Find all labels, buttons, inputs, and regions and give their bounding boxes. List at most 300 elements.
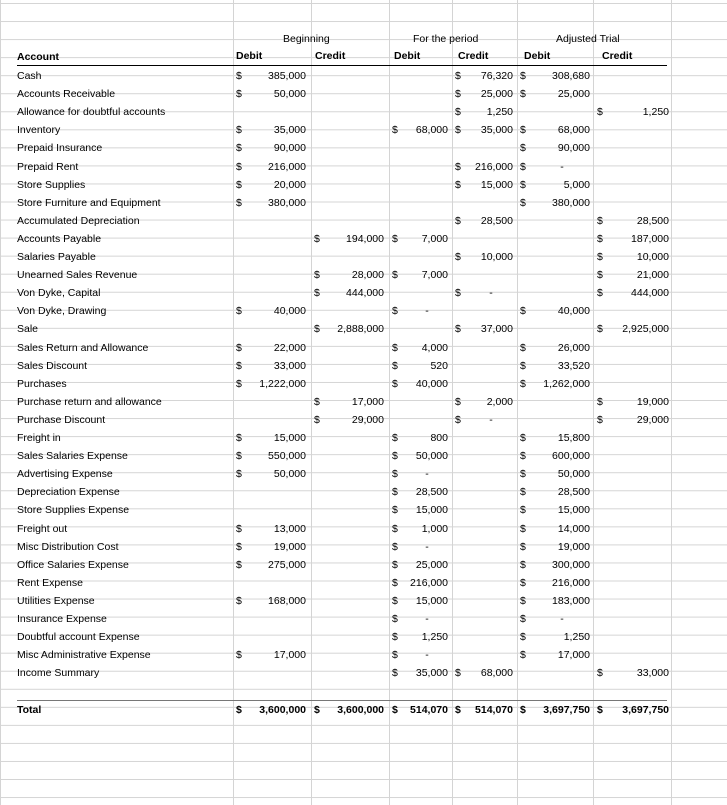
amount-value: 2,925,000: [622, 323, 669, 336]
cell-bd[interactable]: [236, 646, 306, 664]
table-row[interactable]: [0, 85, 727, 103]
cell-pc[interactable]: [455, 320, 513, 338]
cell-bd[interactable]: [236, 302, 306, 320]
cell-bd[interactable]: [236, 465, 306, 483]
cell-pd[interactable]: [392, 701, 448, 719]
currency-symbol: $: [520, 594, 526, 607]
cell-pc[interactable]: [455, 393, 513, 411]
amount-value: 380,000: [552, 196, 590, 209]
cell-bc[interactable]: [314, 393, 384, 411]
cell-pd[interactable]: [392, 339, 448, 357]
table-row[interactable]: [0, 465, 727, 483]
table-row[interactable]: [0, 212, 727, 230]
currency-symbol: $: [392, 269, 398, 282]
currency-symbol: $: [236, 468, 242, 481]
currency-symbol: $: [520, 359, 526, 372]
amount-value: -: [489, 413, 493, 426]
table-row[interactable]: [0, 103, 727, 121]
cell-bd[interactable]: [236, 158, 306, 176]
table-row[interactable]: [0, 194, 727, 212]
amount-value: 22,000: [273, 341, 306, 354]
cell-bd[interactable]: [236, 139, 306, 157]
table-row[interactable]: [0, 538, 727, 556]
cell-pd[interactable]: [392, 556, 448, 574]
amount-value: 514,070: [475, 704, 513, 716]
amount-value: 33,000: [273, 359, 306, 372]
cell-ad[interactable]: [520, 194, 590, 212]
table-row[interactable]: [0, 158, 727, 176]
currency-symbol: $: [455, 323, 461, 336]
cell-pd[interactable]: [392, 592, 448, 610]
cell-ad[interactable]: [520, 574, 590, 592]
account-name: Store Supplies Expense: [17, 504, 130, 517]
amount-value: 308,680: [552, 70, 590, 82]
account-name: Accounts Receivable: [17, 88, 116, 101]
amount-value: 444,000: [346, 287, 384, 300]
cell-ac[interactable]: [597, 664, 669, 682]
amount-value: 28,500: [557, 486, 590, 499]
cell-pd[interactable]: [392, 447, 448, 465]
account-name: Rent Expense: [17, 576, 83, 589]
currency-symbol: $: [392, 124, 398, 137]
header-period-debit: Debit: [394, 50, 421, 62]
cell-pd[interactable]: [392, 483, 448, 501]
cell-bc[interactable]: [314, 266, 384, 284]
amount-value: 50,000: [273, 88, 306, 101]
amount-value: 28,500: [415, 486, 448, 499]
account-name: Accumulated Depreciation: [17, 214, 140, 227]
cell-bc[interactable]: [314, 701, 384, 719]
cell-pd[interactable]: [392, 646, 448, 664]
currency-symbol: $: [520, 504, 526, 517]
table-row[interactable]: [0, 520, 727, 538]
cell-pd[interactable]: [392, 357, 448, 375]
cell-pd[interactable]: [392, 121, 448, 139]
currency-symbol: $: [392, 468, 398, 481]
currency-symbol: $: [392, 613, 398, 625]
account-name: Utilities Expense: [17, 594, 95, 607]
currency-symbol: $: [597, 704, 603, 716]
cell-pc[interactable]: [455, 284, 513, 302]
account-name: Store Supplies: [17, 178, 86, 191]
currency-symbol: $: [455, 667, 461, 680]
currency-symbol: $: [455, 124, 461, 137]
amount-value: 1,222,000: [259, 377, 306, 390]
amount-value: 600,000: [552, 450, 590, 463]
cell-ac[interactable]: [597, 212, 669, 230]
currency-symbol: $: [520, 468, 526, 481]
amount-value: 168,000: [268, 594, 306, 607]
cell-ad[interactable]: [520, 176, 590, 194]
account-name: Accounts Payable: [17, 232, 102, 245]
account-name: Purchases: [17, 377, 67, 390]
cell-ac[interactable]: [597, 284, 669, 302]
cell-pd[interactable]: [392, 628, 448, 646]
amount-value: 50,000: [415, 450, 448, 463]
amount-value: 194,000: [346, 232, 384, 245]
cell-ac[interactable]: [597, 248, 669, 266]
table-row[interactable]: [0, 646, 727, 664]
account-name: Misc Distribution Cost: [17, 540, 119, 553]
table-row[interactable]: [0, 302, 727, 320]
amount-value: -: [425, 649, 429, 662]
cell-bd[interactable]: [236, 701, 306, 719]
cell-ad[interactable]: [520, 538, 590, 556]
cell-pd[interactable]: [392, 375, 448, 393]
account-name: Office Salaries Expense: [17, 558, 129, 571]
cell-ad[interactable]: [520, 302, 590, 320]
account-name: Salaries Payable: [17, 251, 96, 263]
currency-symbol: $: [314, 323, 320, 336]
table-row[interactable]: [0, 176, 727, 194]
amount-value: 7,000: [421, 269, 448, 282]
cell-pd[interactable]: [392, 230, 448, 248]
account-name: Insurance Expense: [17, 613, 107, 625]
header-beginning-debit: Debit: [236, 50, 263, 62]
cell-pd[interactable]: [392, 574, 448, 592]
cell-ad[interactable]: [520, 610, 590, 628]
currency-symbol: $: [392, 649, 398, 662]
cell-ad[interactable]: [520, 701, 590, 719]
currency-symbol: $: [597, 287, 603, 300]
cell-bc[interactable]: [314, 230, 384, 248]
cell-bc[interactable]: [314, 411, 384, 429]
cell-ad[interactable]: [520, 465, 590, 483]
currency-symbol: $: [236, 558, 242, 571]
cell-pd[interactable]: [392, 538, 448, 556]
table-row[interactable]: [0, 574, 727, 592]
currency-symbol: $: [392, 594, 398, 607]
cell-pc[interactable]: [455, 176, 513, 194]
table-row[interactable]: [0, 248, 727, 266]
table-row[interactable]: [0, 121, 727, 139]
cell-ad[interactable]: [520, 139, 590, 157]
currency-symbol: $: [236, 305, 242, 318]
amount-value: 1,000: [421, 522, 448, 535]
cell-pd[interactable]: [392, 465, 448, 483]
cell-ac[interactable]: [597, 103, 669, 121]
cell-ad[interactable]: [520, 447, 590, 465]
table-row[interactable]: [0, 592, 727, 610]
cell-pc[interactable]: [455, 248, 513, 266]
table-row[interactable]: [0, 375, 727, 393]
table-row[interactable]: [0, 393, 727, 411]
amount-value: 1,250: [642, 106, 669, 119]
cell-ad[interactable]: [520, 121, 590, 139]
amount-value: 10,000: [636, 251, 669, 263]
cell-pc[interactable]: [455, 212, 513, 230]
cell-ad[interactable]: [520, 628, 590, 646]
cell-ad[interactable]: [520, 483, 590, 501]
table-row[interactable]: [0, 357, 727, 375]
currency-symbol: $: [392, 704, 398, 716]
cell-pc[interactable]: [455, 85, 513, 103]
amount-value: 21,000: [636, 269, 669, 282]
amount-value: 385,000: [268, 70, 306, 82]
cell-pd[interactable]: [392, 429, 448, 447]
account-name: Income Summary: [17, 667, 100, 680]
currency-symbol: $: [236, 88, 242, 101]
currency-symbol: $: [520, 522, 526, 535]
currency-symbol: $: [314, 269, 320, 282]
cell-ad[interactable]: [520, 501, 590, 519]
currency-symbol: $: [520, 142, 526, 155]
currency-symbol: $: [236, 432, 242, 444]
cell-bd[interactable]: [236, 592, 306, 610]
currency-symbol: $: [455, 88, 461, 101]
currency-symbol: $: [392, 359, 398, 372]
amount-value: 13,000: [273, 522, 306, 535]
table-row[interactable]: [0, 266, 727, 284]
currency-symbol: $: [597, 413, 603, 426]
currency-symbol: $: [236, 540, 242, 553]
account-name: Misc Administrative Expense: [17, 649, 151, 662]
table-row[interactable]: [0, 411, 727, 429]
amount-value: 20,000: [273, 178, 306, 191]
currency-symbol: $: [455, 106, 461, 119]
currency-symbol: $: [520, 70, 526, 82]
amount-value: 275,000: [268, 558, 306, 571]
account-name: Sales Discount: [17, 359, 88, 372]
cell-pc[interactable]: [455, 701, 513, 719]
currency-symbol: $: [392, 667, 398, 680]
table-row[interactable]: [0, 339, 727, 357]
cell-pc[interactable]: [455, 158, 513, 176]
currency-symbol: $: [236, 124, 242, 137]
cell-pc[interactable]: [455, 664, 513, 682]
cell-pc[interactable]: [455, 67, 513, 85]
cell-ad[interactable]: [520, 646, 590, 664]
cell-ac[interactable]: [597, 393, 669, 411]
currency-symbol: $: [392, 341, 398, 354]
cell-ad[interactable]: [520, 592, 590, 610]
table-row[interactable]: [0, 664, 727, 682]
currency-symbol: $: [314, 413, 320, 426]
cell-ac[interactable]: [597, 266, 669, 284]
cell-pd[interactable]: [392, 520, 448, 538]
currency-symbol: $: [520, 88, 526, 101]
amount-value: 216,000: [475, 160, 513, 173]
currency-symbol: $: [520, 450, 526, 463]
total-row[interactable]: [0, 701, 727, 719]
amount-value: 10,000: [480, 251, 513, 263]
currency-symbol: $: [392, 232, 398, 245]
amount-value: 7,000: [421, 232, 448, 245]
cell-ad[interactable]: [520, 429, 590, 447]
amount-value: 17,000: [557, 649, 590, 662]
cell-ad[interactable]: [520, 67, 590, 85]
currency-symbol: $: [314, 232, 320, 245]
cell-bd[interactable]: [236, 447, 306, 465]
cell-bd[interactable]: [236, 339, 306, 357]
account-name: Von Dyke, Drawing: [17, 305, 107, 318]
cell-bd[interactable]: [236, 121, 306, 139]
amount-value: 3,600,000: [259, 704, 306, 716]
account-name: Sale: [17, 323, 39, 336]
currency-symbol: $: [520, 124, 526, 137]
amount-value: 68,000: [415, 124, 448, 137]
amount-value: 25,000: [480, 88, 513, 101]
cell-ac[interactable]: [597, 411, 669, 429]
currency-symbol: $: [455, 704, 461, 716]
table-row[interactable]: [0, 429, 727, 447]
currency-symbol: $: [392, 540, 398, 553]
amount-value: 1,250: [563, 631, 590, 644]
cell-ad[interactable]: [520, 556, 590, 574]
currency-symbol: $: [520, 558, 526, 571]
amount-value: 4,000: [421, 341, 448, 354]
cell-pc[interactable]: [455, 121, 513, 139]
currency-symbol: $: [392, 432, 398, 444]
currency-symbol: $: [520, 432, 526, 444]
table-row[interactable]: [0, 447, 727, 465]
amount-value: 28,500: [636, 214, 669, 227]
account-name: Prepaid Rent: [17, 160, 79, 173]
cell-bc[interactable]: [314, 284, 384, 302]
cell-ad[interactable]: [520, 357, 590, 375]
table-row[interactable]: [0, 284, 727, 302]
cell-pd[interactable]: [392, 610, 448, 628]
header-period-credit: Credit: [458, 50, 489, 62]
table-row[interactable]: [0, 501, 727, 519]
account-name: Allowance for doubtful accounts: [17, 106, 166, 119]
currency-symbol: $: [597, 214, 603, 227]
cell-bd[interactable]: [236, 176, 306, 194]
currency-symbol: $: [520, 486, 526, 499]
currency-symbol: $: [520, 160, 526, 173]
amount-value: 28,000: [351, 269, 384, 282]
currency-symbol: $: [314, 704, 320, 716]
amount-value: 25,000: [415, 558, 448, 571]
currency-symbol: $: [520, 305, 526, 318]
table-row[interactable]: [0, 230, 727, 248]
amount-value: 40,000: [273, 305, 306, 318]
amount-value: 14,000: [557, 522, 590, 535]
amount-value: -: [425, 468, 429, 481]
cell-bd[interactable]: [236, 85, 306, 103]
cell-bd[interactable]: [236, 194, 306, 212]
table-row[interactable]: [0, 628, 727, 646]
amount-value: 1,250: [486, 106, 513, 119]
currency-symbol: $: [597, 232, 603, 245]
currency-symbol: $: [597, 269, 603, 282]
table-row[interactable]: [0, 610, 727, 628]
currency-symbol: $: [597, 106, 603, 119]
cell-ac[interactable]: [597, 320, 669, 338]
cell-ad[interactable]: [520, 520, 590, 538]
cell-ad[interactable]: [520, 375, 590, 393]
cell-ad[interactable]: [520, 158, 590, 176]
currency-symbol: $: [520, 649, 526, 662]
amount-value: 17,000: [351, 395, 384, 408]
cell-bd[interactable]: [236, 429, 306, 447]
amount-value: 1,262,000: [543, 377, 590, 390]
currency-symbol: $: [392, 450, 398, 463]
cell-bd[interactable]: [236, 357, 306, 375]
table-row[interactable]: [0, 139, 727, 157]
amount-value: 300,000: [552, 558, 590, 571]
amount-value: 800: [430, 432, 448, 444]
table-row[interactable]: [0, 556, 727, 574]
amount-value: 33,000: [636, 667, 669, 680]
account-name: Freight in: [17, 432, 61, 444]
currency-symbol: $: [520, 341, 526, 354]
amount-value: 3,697,750: [622, 704, 669, 716]
currency-symbol: $: [236, 377, 242, 390]
amount-value: 520: [430, 359, 448, 372]
currency-symbol: $: [520, 704, 526, 716]
amount-value: 50,000: [273, 468, 306, 481]
currency-symbol: $: [236, 594, 242, 607]
cell-bd[interactable]: [236, 67, 306, 85]
amount-value: 5,000: [563, 178, 590, 191]
currency-symbol: $: [597, 667, 603, 680]
cell-bc[interactable]: [314, 320, 384, 338]
cell-bd[interactable]: [236, 538, 306, 556]
table-row[interactable]: [0, 483, 727, 501]
table-row[interactable]: [0, 67, 727, 85]
currency-symbol: $: [392, 558, 398, 571]
account-name: Von Dyke, Capital: [17, 287, 101, 300]
account-name: Sales Salaries Expense: [17, 450, 128, 463]
cell-ac[interactable]: [597, 701, 669, 719]
header-for-the-period: For the period: [413, 33, 479, 45]
currency-symbol: $: [597, 395, 603, 408]
cell-pd[interactable]: [392, 302, 448, 320]
amount-value: 15,000: [557, 504, 590, 517]
cell-bd[interactable]: [236, 375, 306, 393]
amount-value: 2,000: [486, 395, 513, 408]
cell-pc[interactable]: [455, 411, 513, 429]
currency-symbol: $: [520, 196, 526, 209]
header-underline: [17, 65, 667, 66]
cell-ac[interactable]: [597, 230, 669, 248]
amount-value: 68,000: [557, 124, 590, 137]
currency-symbol: $: [236, 160, 242, 173]
currency-symbol: $: [520, 178, 526, 191]
amount-value: 15,800: [557, 432, 590, 444]
currency-symbol: $: [520, 377, 526, 390]
cell-bd[interactable]: [236, 520, 306, 538]
currency-symbol: $: [236, 450, 242, 463]
cell-pd[interactable]: [392, 266, 448, 284]
header-beginning-credit: Credit: [315, 50, 346, 62]
cell-pc[interactable]: [455, 103, 513, 121]
amount-value: 19,000: [636, 395, 669, 408]
account-name: Inventory: [17, 124, 61, 137]
currency-symbol: $: [392, 576, 398, 589]
currency-symbol: $: [520, 631, 526, 644]
amount-value: -: [425, 305, 429, 318]
currency-symbol: $: [392, 486, 398, 499]
amount-value: 90,000: [557, 142, 590, 155]
amount-value: 380,000: [268, 196, 306, 209]
table-row[interactable]: [0, 320, 727, 338]
header-adjusted-trial: Adjusted Trial: [556, 33, 620, 45]
cell-pd[interactable]: [392, 664, 448, 682]
cell-bd[interactable]: [236, 556, 306, 574]
amount-value: 3,600,000: [337, 704, 384, 716]
cell-ad[interactable]: [520, 85, 590, 103]
amount-value: 216,000: [552, 576, 590, 589]
header-account: Account: [17, 51, 59, 63]
amount-value: 76,320: [480, 70, 513, 82]
cell-ad[interactable]: [520, 339, 590, 357]
currency-symbol: $: [455, 178, 461, 191]
cell-pd[interactable]: [392, 501, 448, 519]
amount-value: 216,000: [268, 160, 306, 173]
currency-symbol: $: [597, 323, 603, 336]
